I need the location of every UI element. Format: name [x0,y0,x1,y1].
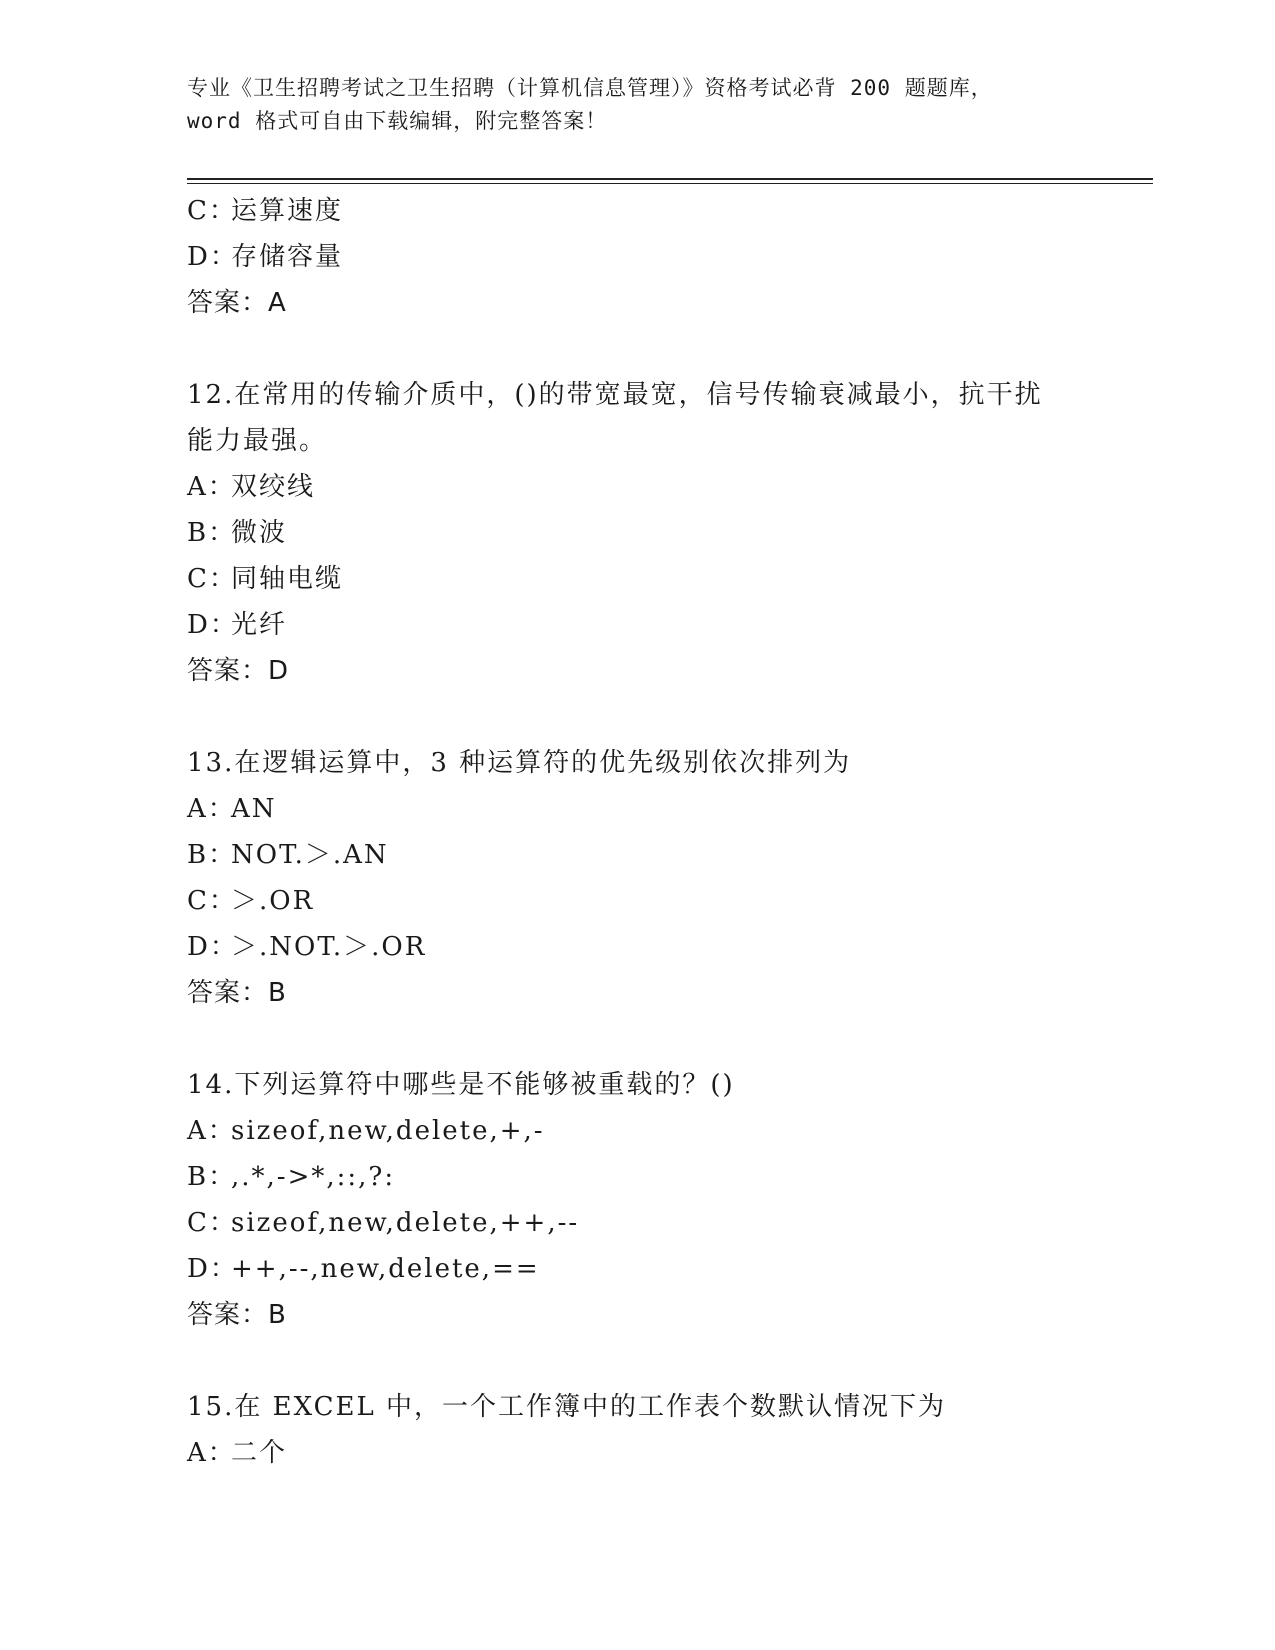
option-b [187,1154,1087,1200]
option-label: C： [187,1208,237,1238]
option-text: 存储容量 [231,242,344,272]
option-c [187,188,1087,234]
question-list [187,188,1087,1476]
option-label: B： [187,518,237,548]
option-b [187,510,1087,556]
option-label: A： [187,794,236,824]
answer-line: 答案：A [187,288,287,318]
option-label: C： [187,564,237,594]
option-label: B： [187,840,237,870]
option-text: ＞.NOT.＞.OR [231,932,427,962]
header-divider-thick [187,178,1153,180]
header-line-2: word 格式可自由下载编辑，附完整答案！ [187,109,608,133]
option-label: A： [187,472,236,502]
option-text: 同轴电缆 [231,564,344,594]
question-stem: 14.下列运算符中哪些是不能够被重载的？() [187,1070,735,1100]
option-c [187,1200,1087,1246]
answer-line: 答案：D [187,656,290,686]
option-text: 运算速度 [231,196,344,226]
question-stem-continued: 能力最强。 [187,426,328,456]
option-text: AN [231,794,277,824]
option-text: sizeof,new,delete,+,- [231,1116,545,1146]
option-text: 微波 [231,518,288,548]
option-label: B： [187,1162,237,1192]
option-label: D： [187,610,238,640]
answer-line: 答案：B [187,978,287,1008]
option-text: 二个 [231,1438,288,1468]
option-label: C： [187,196,237,226]
option-text: sizeof,new,delete,++,-- [231,1208,580,1238]
question-stem: 13.在逻辑运算中，3 种运算符的优先级别依次排列为 [187,748,852,778]
option-a [187,786,1087,832]
option-d [187,1246,1087,1292]
question-14 [187,1062,1087,1338]
document-header [187,72,1087,138]
option-a [187,464,1087,510]
question-15 [187,1384,1087,1476]
option-text: 光纤 [231,610,288,640]
option-text: ,.*,->*,::,?: [231,1162,396,1192]
option-label: D： [187,932,238,962]
option-text: ＞.OR [231,886,315,916]
option-b [187,832,1087,878]
header-line-1: 专业《卫生招聘考试之卫生招聘（计算机信息管理）》资格考试必背 200 题题库， [187,76,993,100]
header-divider-thin [187,183,1153,184]
option-label: D： [187,1254,238,1284]
option-c [187,556,1087,602]
question-stem: 12.在常用的传输介质中，()的带宽最宽，信号传输衰减最小，抗干扰 [187,380,1043,410]
question-13 [187,740,1087,1016]
option-a [187,1430,1087,1476]
option-label: A： [187,1116,236,1146]
option-d [187,234,1087,280]
option-a [187,1108,1087,1154]
option-label: C： [187,886,237,916]
option-label: D： [187,242,238,272]
question-12 [187,372,1087,694]
option-c [187,878,1087,924]
option-d [187,924,1087,970]
option-text: NOT.＞.AN [231,840,389,870]
option-label: A： [187,1438,236,1468]
option-d [187,602,1087,648]
answer-line: 答案：B [187,1300,287,1330]
option-text: ++,--,new,delete,== [231,1254,540,1284]
question-stem: 15.在 EXCEL 中，一个工作簿中的工作表个数默认情况下为 [187,1392,947,1422]
option-text: 双绞线 [231,472,316,502]
